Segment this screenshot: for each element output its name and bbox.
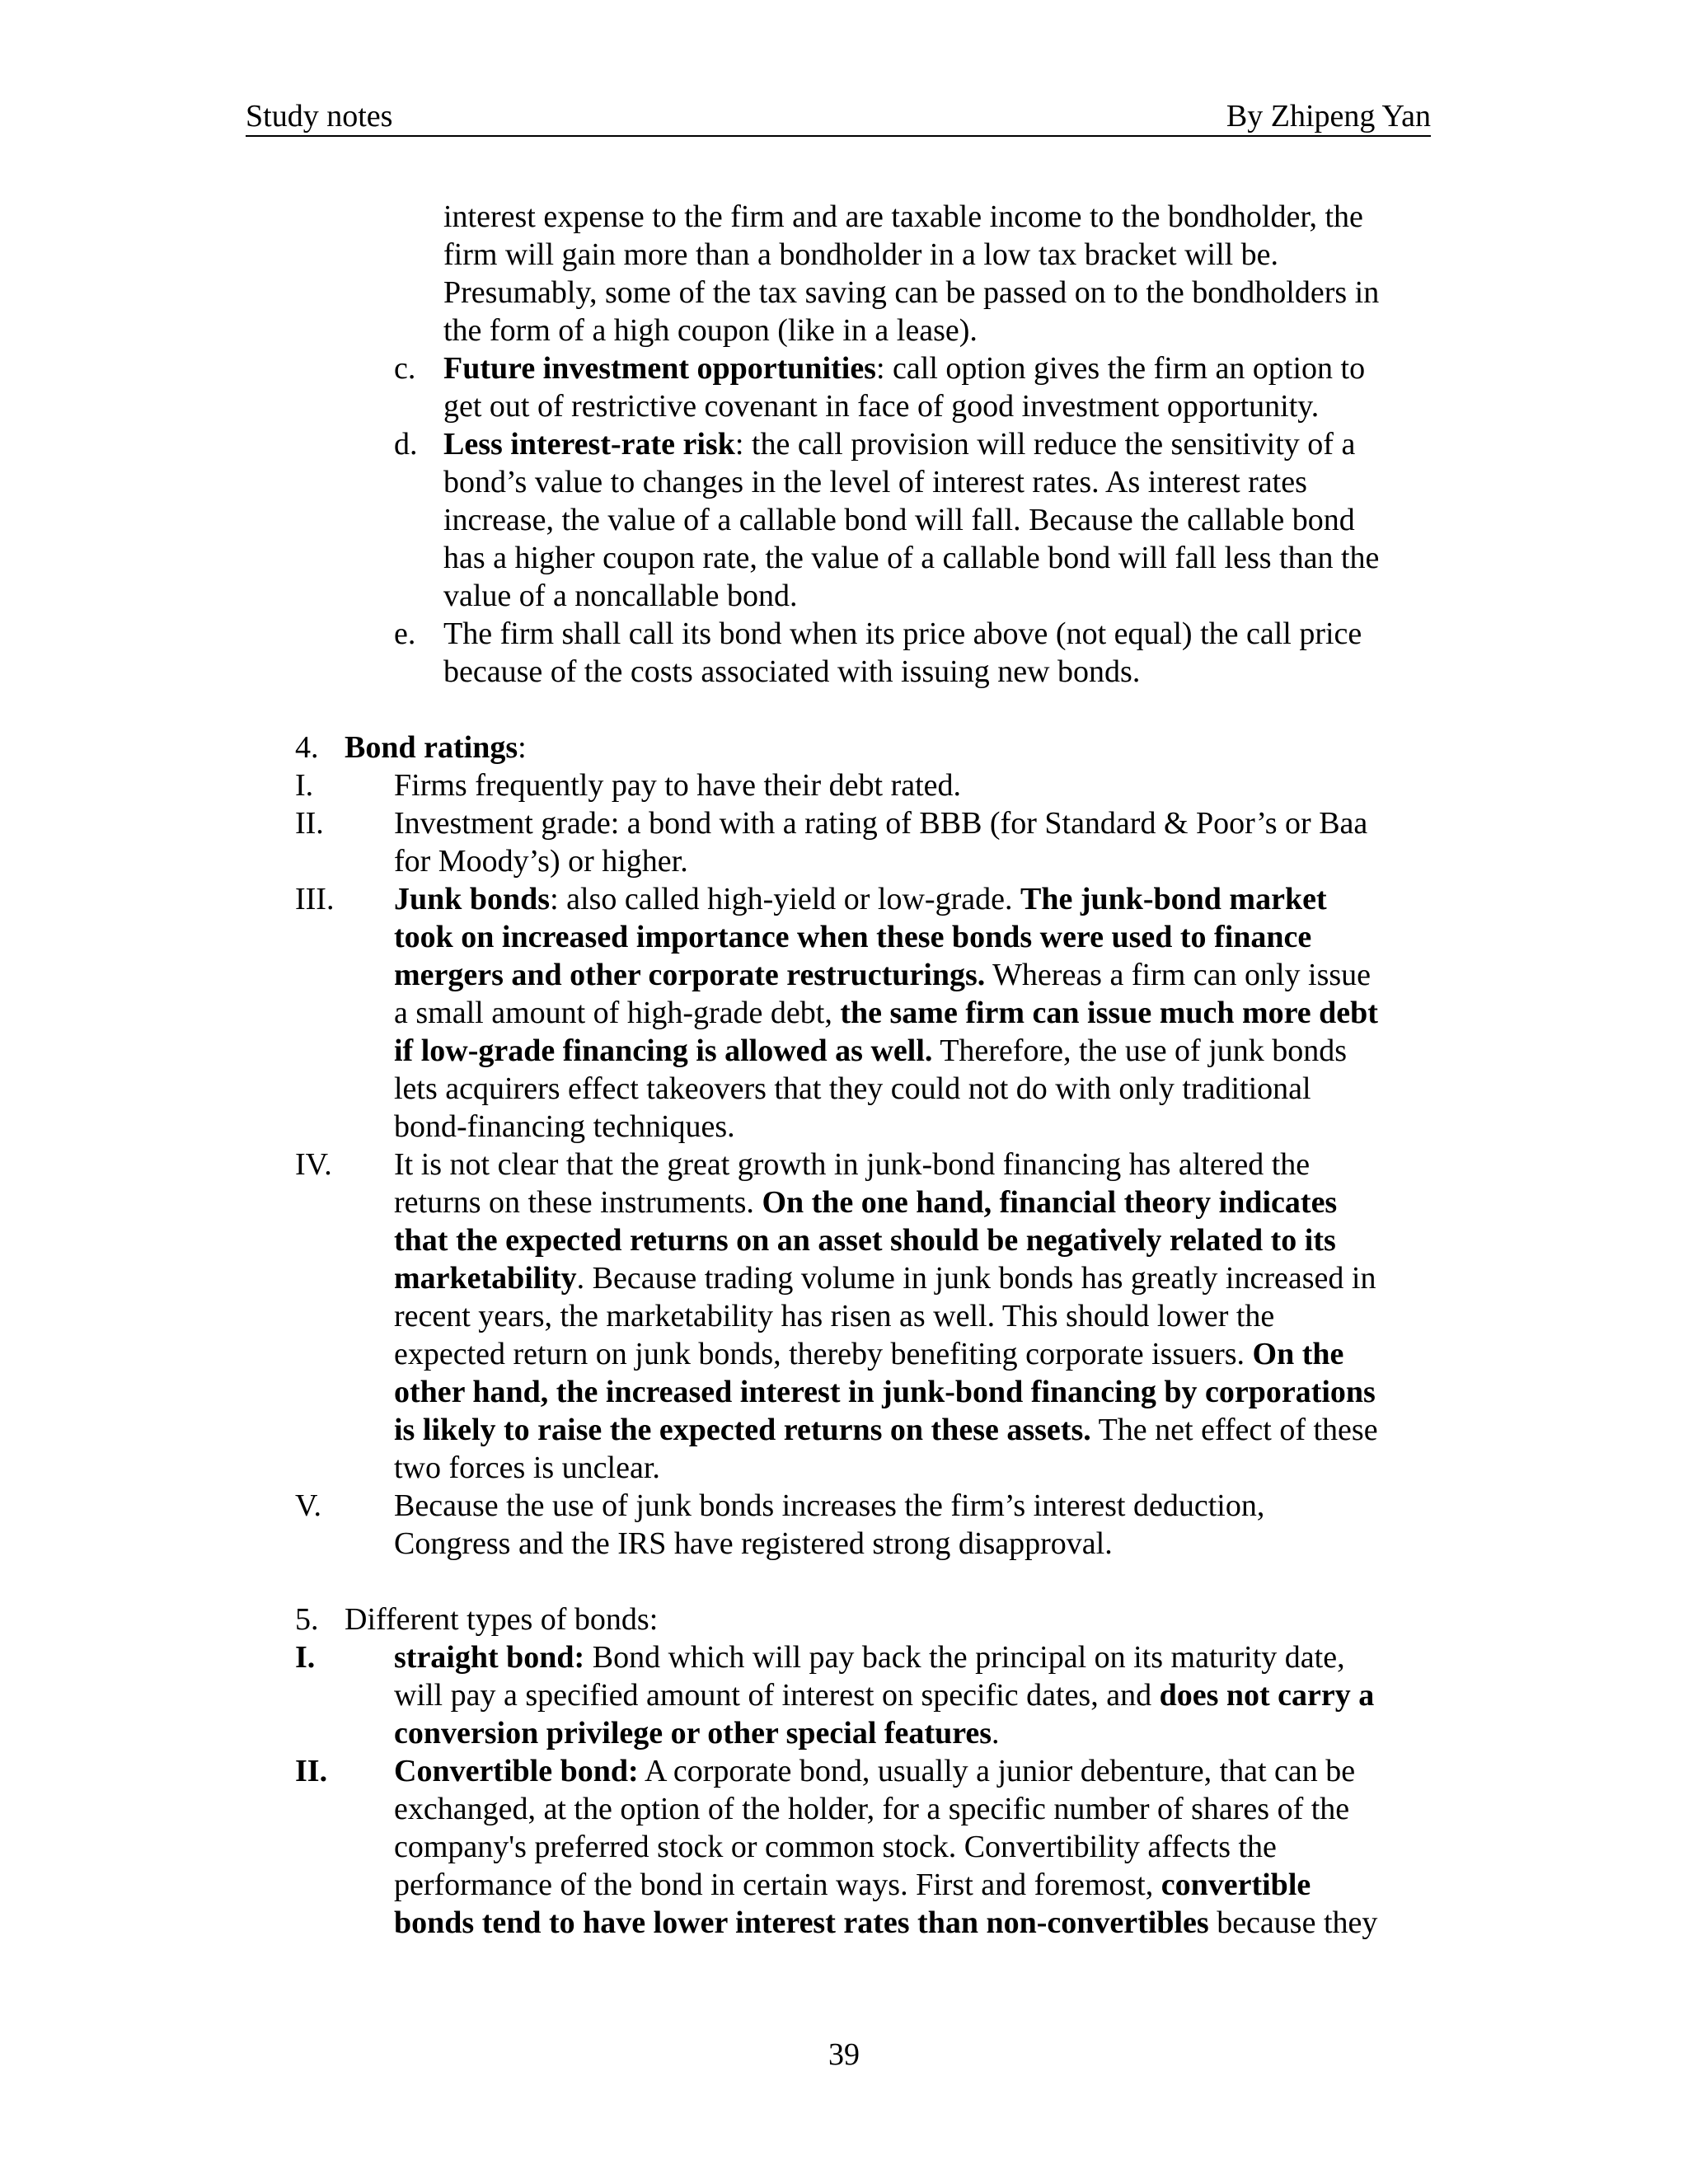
list-item-c-line: get out of restrictive covenant in face of good investment opportunity. [443,389,1320,424]
list-marker-roman: I. [295,768,314,803]
section-heading: Bond ratings: [345,730,527,765]
list-item-d-line: increase, the value of a callable bond will fall. Because the callable bond [443,503,1355,537]
paragraph-line: Presumably, some of the tax saving can be passed on to the bondholders in [443,275,1380,310]
list-item-line: performance of the bond in certain ways. First and foremost, convertible [394,1868,1311,1902]
bold-term: Less interest-rate risk [443,427,735,462]
list-item-line: marketability. Because trading volume in junk bonds has greatly increased in [394,1261,1376,1296]
paragraph-line: firm will gain more than a bondholder in a low tax bracket will be. [443,237,1279,272]
list-item-line: took on increased importance when these bonds were used to finance [394,920,1312,954]
list-item-line: for Moody’s) or higher. [394,844,688,879]
list-item-line: if low-grade financing is allowed as well. Therefore, the use of junk bonds [394,1033,1348,1068]
list-marker-roman: II. [295,806,324,841]
section-heading: Different types of bonds: [345,1602,659,1637]
page-number: 39 [828,2037,860,2072]
list-item-line: two forces is unclear. [394,1451,660,1485]
list-item-line: recent years, the marketability has risen as well. This should lower the [394,1299,1275,1333]
list-item-d-line: Less interest-rate risk: the call provision will reduce the sensitivity of a [443,427,1356,462]
list-item-line: other hand, the increased interest in junk-bond financing by corporations [394,1375,1376,1409]
section-title: Bond ratings [345,730,518,765]
list-item-line: mergers and other corporate restructurings. Whereas a firm can only issue [394,958,1372,992]
paragraph-line: interest expense to the firm and are taxable income to the bondholder, the [443,199,1363,234]
list-item-line: expected return on junk bonds, thereby benefiting corporate issuers. On the [394,1337,1344,1371]
list-item-line: will pay a specified amount of interest on specific dates, and does not carry a [394,1678,1375,1713]
list-marker-roman: III. [295,882,335,916]
list-item-line: returns on these instruments. On the one hand, financial theory indicates [394,1185,1338,1220]
list-item-line: that the expected returns on an asset should be negatively related to its [394,1223,1336,1258]
list-item-line: bonds tend to have lower interest rates than non-convertibles because they [394,1905,1378,1940]
list-item-line: a small amount of high-grade debt, the same firm can issue much more debt [394,996,1378,1030]
list-item-line: exchanged, at the option of the holder, for a specific number of shares of the [394,1792,1350,1826]
list-item-line: Investment grade: a bond with a rating of BBB (for Standard & Poor’s or Baa [394,806,1368,841]
bold-term: Future investment opportunities [443,351,876,386]
list-marker-e: e. [394,616,416,651]
list-item-c-line: Future investment opportunities: call option gives the firm an option to [443,351,1366,386]
header-left-text: Study notes [246,99,393,134]
list-item-e-line: because of the costs associated with issuing new bonds. [443,654,1141,689]
list-item-e-line: The firm shall call its bond when its price above (not equal) the call price [443,616,1362,651]
paragraph-line: the form of a high coupon (like in a lease). [443,313,978,348]
list-item-line: Firms frequently pay to have their debt rated. [394,768,962,803]
list-item-line: It is not clear that the great growth in junk-bond financing has altered the [394,1147,1311,1182]
list-item-d-line: bond’s value to changes in the level of interest rates. As interest rates [443,465,1307,499]
section-number: 5. [295,1602,319,1637]
list-marker-roman: V. [295,1488,322,1523]
list-item-line: Because the use of junk bonds increases the firm’s interest deduction, [394,1488,1265,1523]
list-item-d-line: has a higher coupon rate, the value of a callable bond will fall less than the [443,541,1380,575]
list-item-line: Congress and the IRS have registered strong disapproval. [394,1526,1113,1561]
list-item-line: bond-financing techniques. [394,1109,735,1144]
header-right-text: By Zhipeng Yan [1226,99,1431,134]
section-number: 4. [295,730,319,765]
list-item-line: lets acquirers effect takeovers that they could not do with only traditional [394,1071,1311,1106]
list-marker-roman: II. [295,1754,328,1788]
list-item-line: straight bond: Bond which will pay back the principal on its maturity date, [394,1640,1345,1675]
list-item-line: Junk bonds: also called high-yield or low-grade. The junk-bond market [394,882,1327,916]
list-item-d-line: value of a noncallable bond. [443,579,798,613]
list-item-line: conversion privilege or other special features. [394,1716,1000,1750]
list-marker-roman: I. [295,1640,316,1675]
list-item-line: Convertible bond: A corporate bond, usually a junior debenture, that can be [394,1754,1356,1788]
list-marker-d: d. [394,427,418,462]
list-marker-c: c. [394,351,416,386]
list-item-line: company's preferred stock or common stock. Convertibility affects the [394,1830,1277,1864]
list-item-line: is likely to raise the expected returns on these assets. The net effect of these [394,1413,1378,1447]
list-marker-roman: IV. [295,1147,332,1182]
